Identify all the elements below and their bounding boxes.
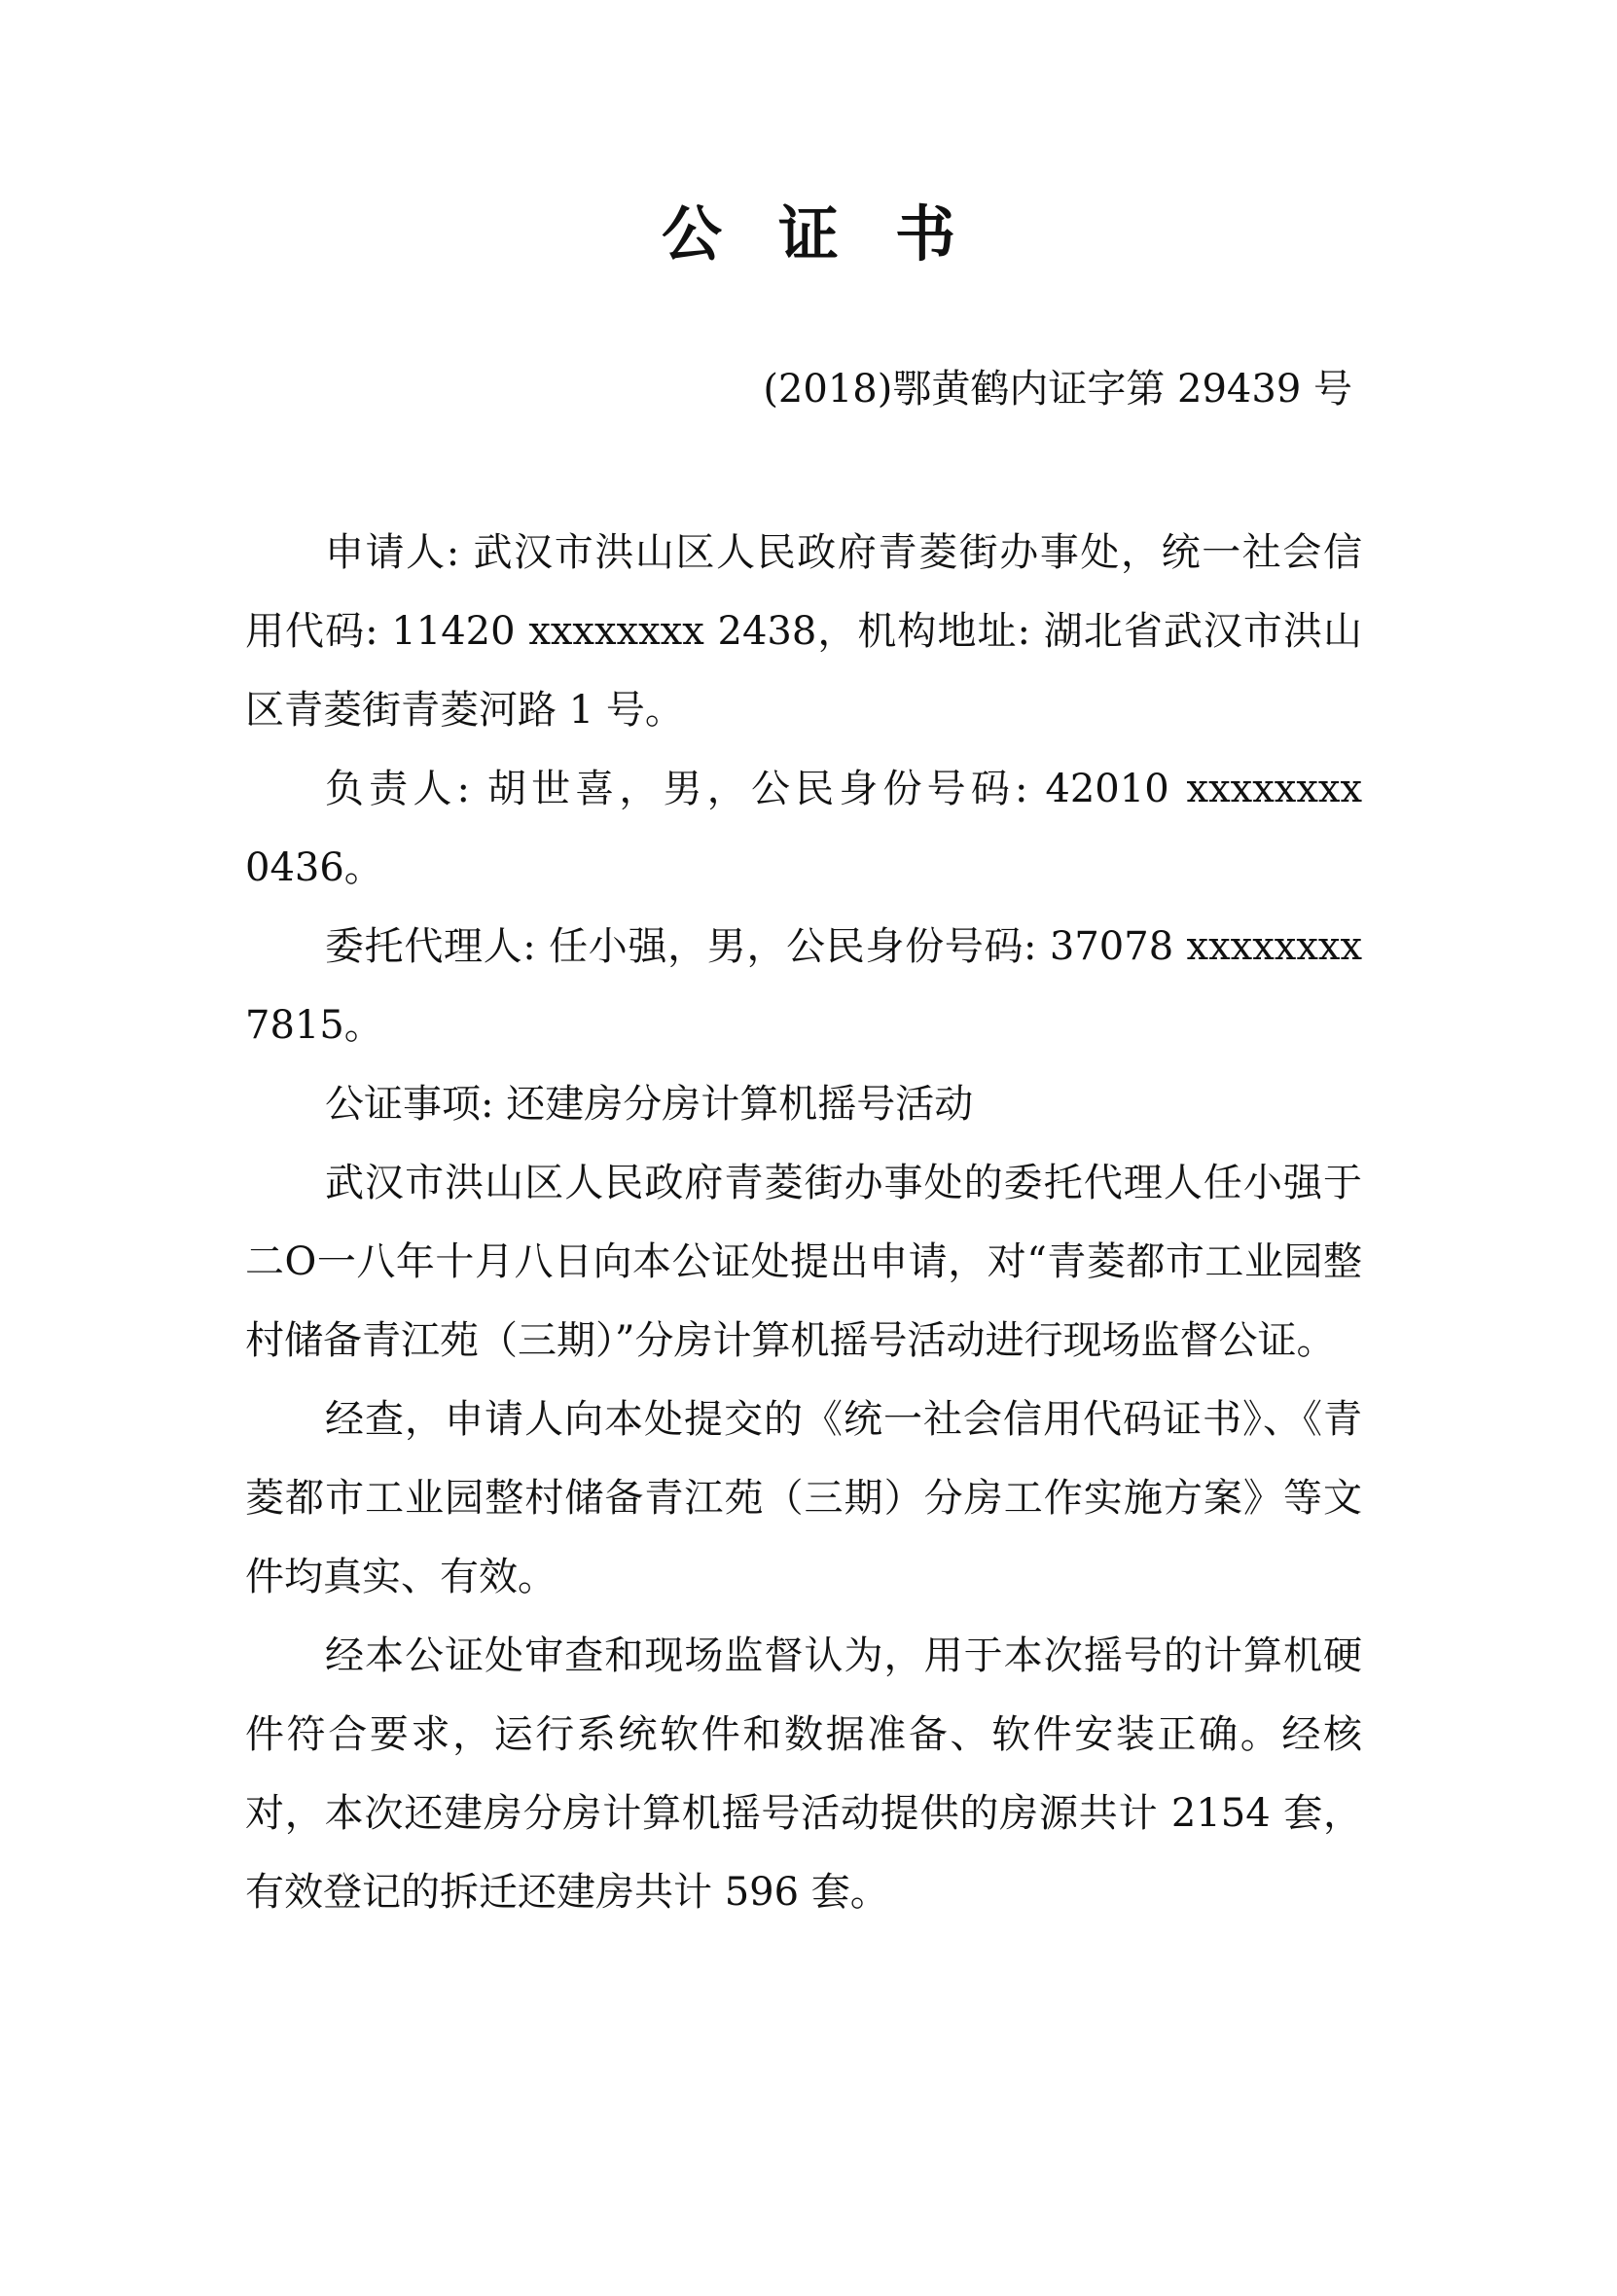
- paragraph-applicant: 申请人: 武汉市洪山区人民政府青菱街办事处，统一社会信用代码: 11420 xxxxxxxx 2438，机构地址: 湖北省武汉市洪山区青菱街青菱河路 1 号。: [245, 530, 1362, 733]
- document-number: (2018)鄂黄鹤内证字第 29439 号: [763, 367, 1352, 412]
- paragraph-responsible-person: 负责人: 胡世喜，男，公民身份号码: 42010 xxxxxxxx 0436。: [245, 767, 1362, 890]
- paragraph-authorized-agent: 委托代理人: 任小强，男，公民身份号码: 37078 xxxxxxxx 7815。: [245, 924, 1362, 1048]
- paragraph-review-result: 经本公证处审查和现场监督认为，用于本次摇号的计算机硬件符合要求，运行系统软件和数据准备、软件安装正确。经核对，本次还建房分房计算机摇号活动提供的房源共计 2154 套，有效登记的拆迁还建房共计 596 套。: [245, 1633, 1362, 1915]
- paragraph-notarial-matter: 公证事项: 还建房分房计算机摇号活动: [325, 1082, 974, 1127]
- document-body: [245, 514, 1362, 1932]
- paragraph-application: 武汉市洪山区人民政府青菱街办事处的委托代理人任小强于二Ο一八年十月八日向本公证处提出申请，对“青菱都市工业园整村储备青江苑（三期）”分房计算机摇号活动进行现场监督公证。: [245, 1161, 1362, 1363]
- paragraph-verification: 经查，申请人向本处提交的《统一社会信用代码证书》、《青菱都市工业园整村储备青江苑（三期）分房工作实施方案》等文件均真实、有效。: [245, 1397, 1362, 1599]
- document-title: 公证书: [661, 198, 1012, 269]
